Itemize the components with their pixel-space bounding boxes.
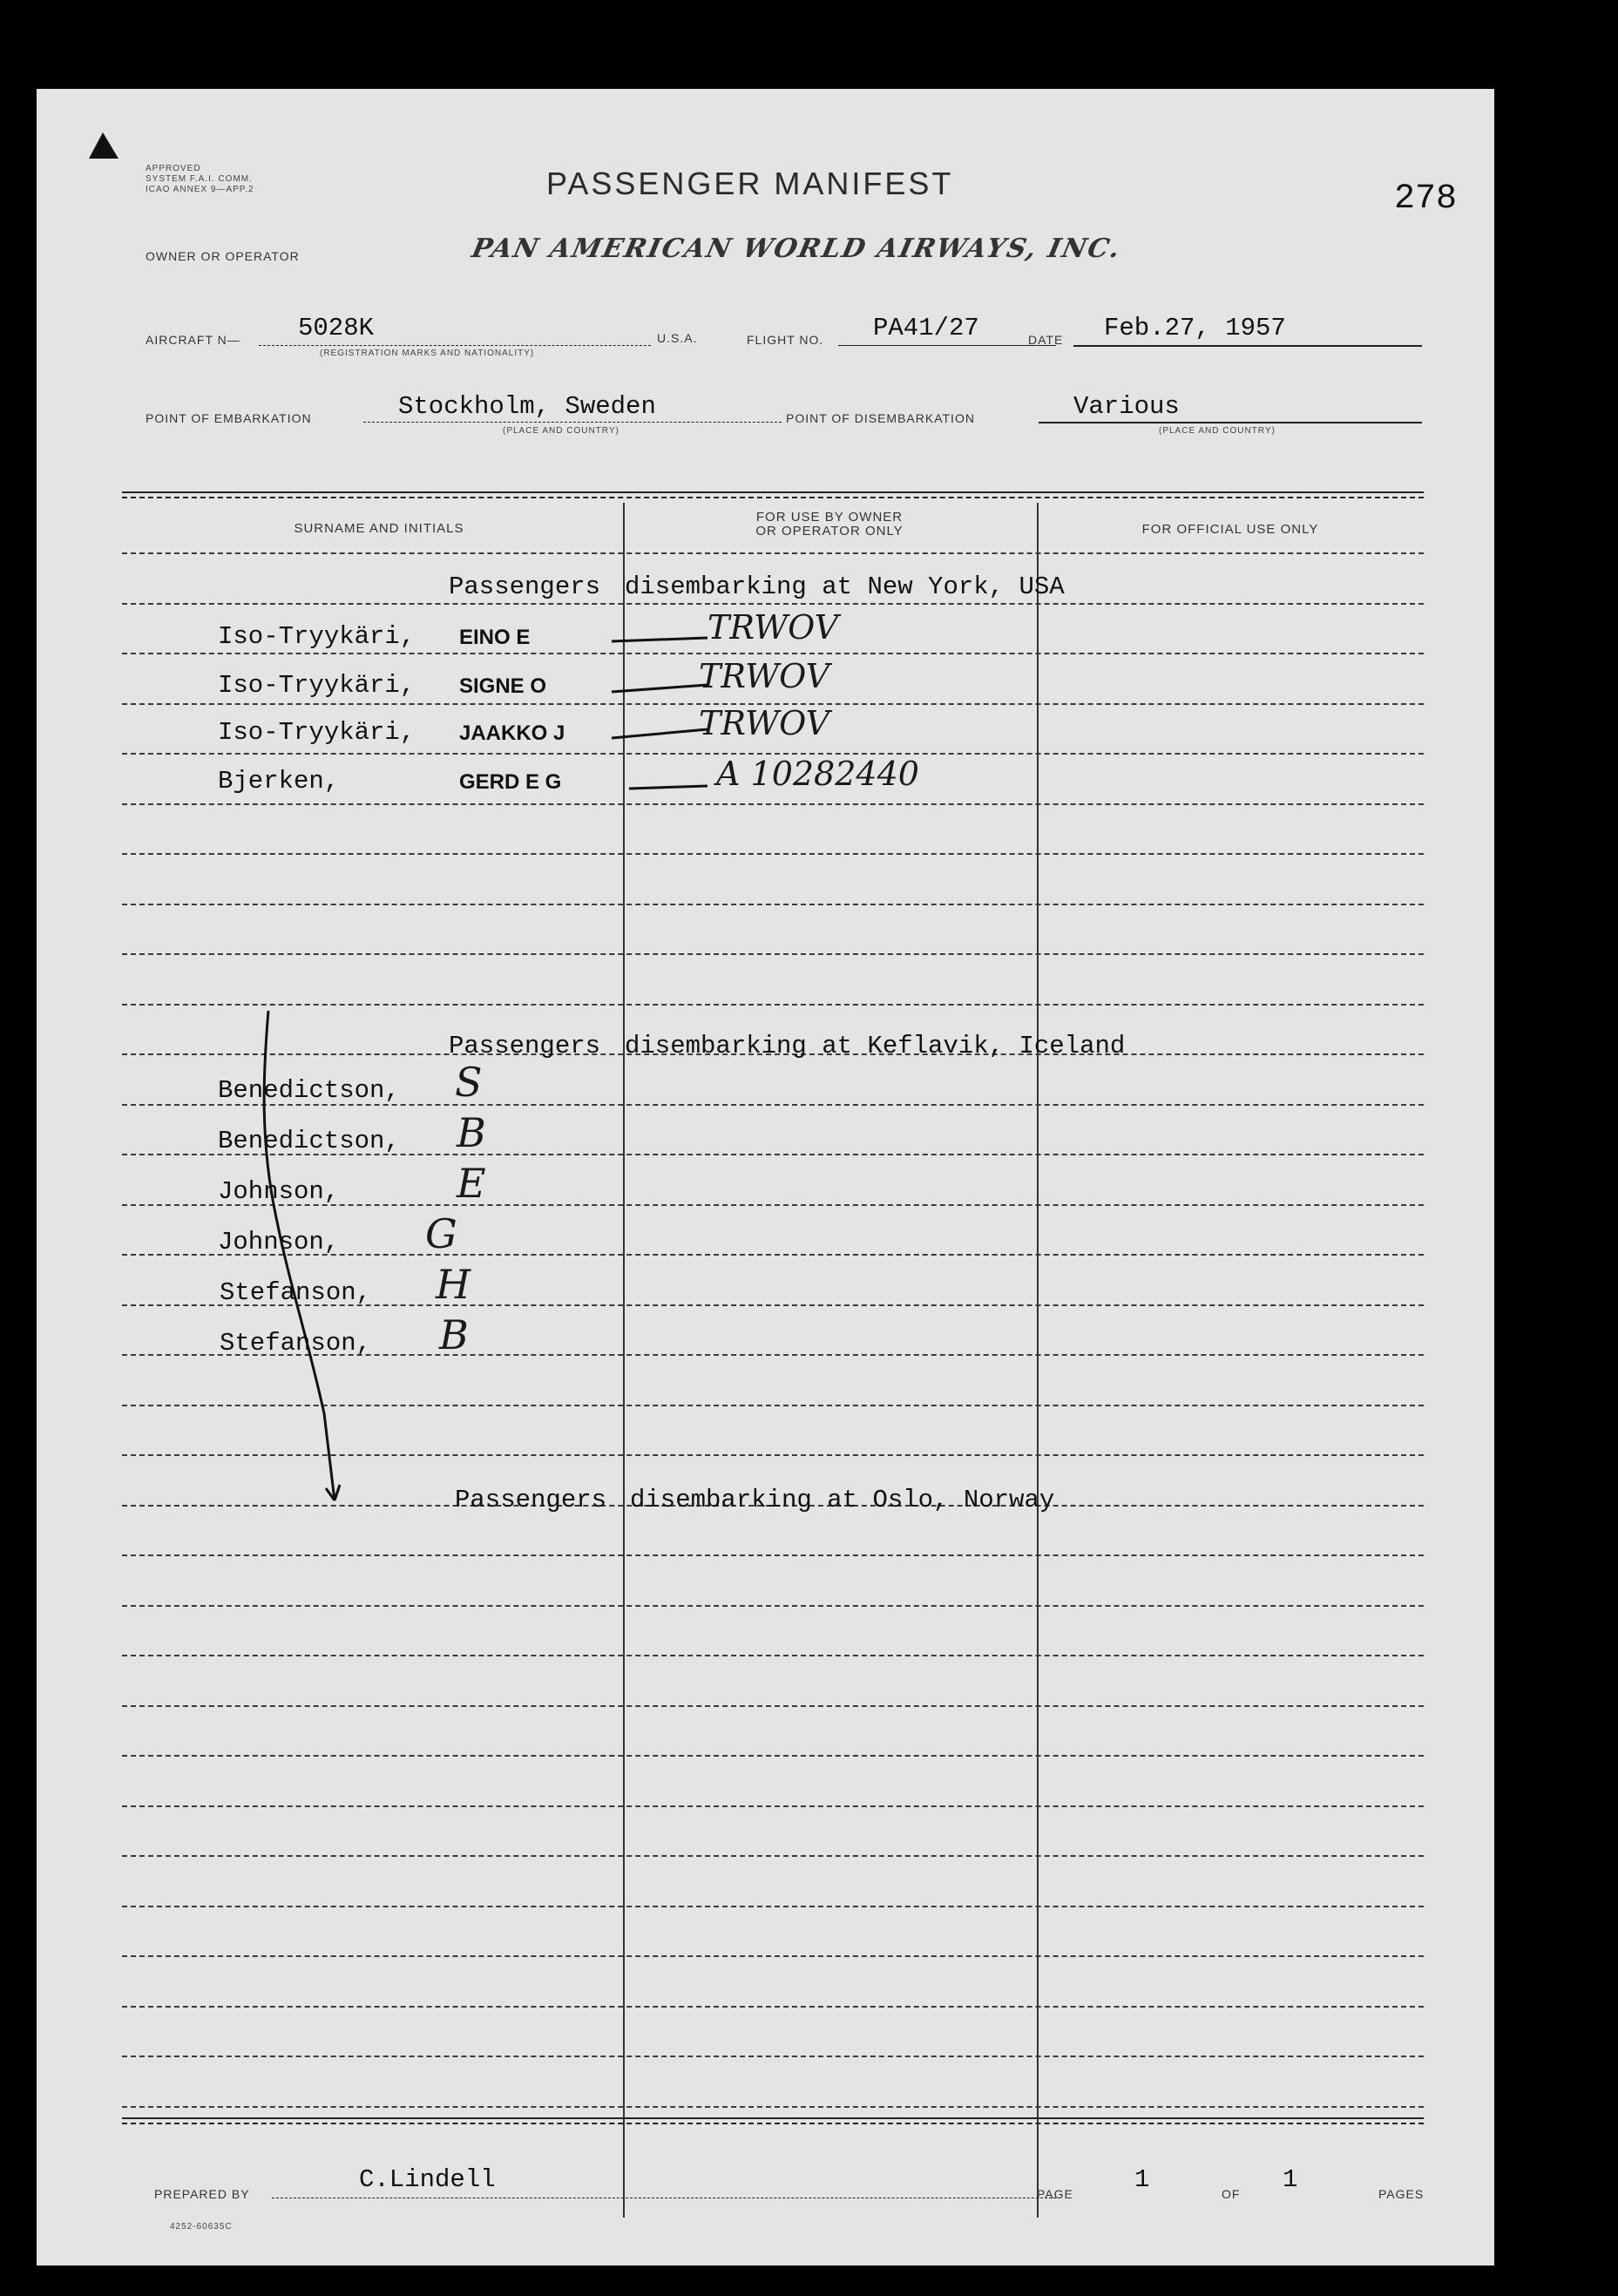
disembarkation-caption: (PLACE AND COUNTRY) [1159,426,1276,436]
passenger-surname: Johnson, [218,1177,340,1206]
passenger-surname: Johnson, [218,1228,340,1256]
approval-line-3: ICAO ANNEX 9—APP.2 [146,185,254,194]
passenger-initials: S [455,1059,483,1106]
column-owner-use-1: FOR USE BY OWNER [755,510,904,525]
row-rule [122,803,1424,805]
passenger-initials: JAAKKO J [459,721,565,745]
column-surname: SURNAME AND INITIALS [294,521,464,536]
row-rule [122,552,1424,554]
embarkation-point: Stockholm, Sweden [398,392,656,421]
row-rule [122,853,1424,855]
row-rule [122,1805,1424,1807]
section-heading-left: Passengers [449,1032,601,1060]
passenger-surname: Benedictson, [218,1076,400,1105]
page-value: 1 [1134,2165,1150,2194]
page-number: 278 [1394,179,1458,219]
prepared-by: C.Lindell [359,2165,496,2194]
passenger-initials: EINO E [459,626,531,649]
passenger-initials: B [439,1311,469,1358]
flight-number: PA41/27 [873,314,979,342]
passenger-surname: Benedictson, [218,1127,400,1155]
annotation-connectors [594,612,716,803]
passenger-surname: Iso-Tryykäri, [218,718,416,747]
disembarkation-label: POINT OF DISEMBARKATION [786,411,975,425]
section-heading-right: disembarking at New York, USA [625,572,1065,601]
owner-label: OWNER OR OPERATOR [146,249,300,263]
usa-label: U.S.A. [657,331,698,345]
passenger-annotation: A 10282440 [716,755,919,793]
pages-label: PAGES [1378,2187,1425,2201]
passenger-initials: E [457,1160,486,1207]
row-rule [122,603,1424,605]
row-rule [122,653,1424,654]
section-heading-right: disembarking at Keflavik, Iceland [625,1032,1126,1060]
section-heading-left: Passengers [455,1486,607,1514]
aircraft-label: AIRCRAFT N— [146,333,240,347]
passenger-initials: SIGNE O [459,674,547,698]
passenger-initials: G [425,1210,457,1257]
row-rule [122,1655,1424,1656]
row-rule [122,1755,1424,1757]
section-heading-right: disembarking at Oslo, Norway [630,1486,1055,1514]
page-label: PAGE [1037,2187,1073,2201]
of-label: OF [1222,2187,1241,2201]
of-value: 1 [1283,2165,1298,2194]
embarkation-label: POINT OF EMBARKATION [146,411,312,425]
row-rule [122,2106,1424,2108]
row-rule [122,2006,1424,2008]
form-number: 4252-60635C [170,2222,233,2232]
passenger-surname: Bjerken, [218,767,340,796]
embarkation-caption: (PLACE AND COUNTRY) [503,426,619,436]
airline-name: PAN AMERICAN WORLD AIRWAYS, INC. [469,234,1125,264]
column-owner-use-2: OR OPERATOR ONLY [755,524,904,538]
section-heading-left: Passengers [449,572,601,601]
flight-no-label: FLIGHT NO. [747,333,824,347]
row-rule [122,904,1424,905]
passenger-initials: GERD E G [459,770,562,794]
passenger-surname: Stefanson, [220,1329,372,1358]
bracket-stroke [254,1004,359,1509]
aircraft-registration: 5028K [298,314,375,342]
page-title: PASSENGER MANIFEST [546,166,954,201]
row-rule [122,1855,1424,1857]
row-rule [122,1605,1424,1607]
registration-caption: (REGISTRATION MARKS AND NATIONALITY) [320,349,535,358]
row-rule [122,1554,1424,1556]
approval-line-2: SYSTEM F.A.I. COMM. [146,174,253,184]
approval-line-1: APPROVED [146,164,201,173]
triangle-mark [89,132,118,159]
row-rule [122,1705,1424,1707]
passenger-surname: Iso-Tryykäri, [218,671,416,700]
passenger-annotation: TRWOV [707,608,839,647]
disembarkation-point: Various [1073,392,1180,421]
manifest-sheet [37,89,1494,2266]
passenger-surname: Stefanson, [220,1278,372,1307]
passenger-annotation: TRWOV [699,657,830,695]
row-rule [122,1906,1424,1907]
date-label: DATE [1028,333,1064,347]
column-official: FOR OFFICIAL USE ONLY [1141,522,1319,537]
passenger-initials: B [457,1109,486,1156]
prepared-by-label: PREPARED BY [154,2187,250,2201]
passenger-annotation: TRWOV [699,704,830,742]
row-rule [122,1955,1424,1957]
row-rule [122,2056,1424,2057]
row-rule [122,953,1424,955]
passenger-surname: Iso-Tryykäri, [218,622,416,651]
passenger-initials: H [436,1261,471,1308]
flight-date: Feb.27, 1957 [1104,314,1286,342]
